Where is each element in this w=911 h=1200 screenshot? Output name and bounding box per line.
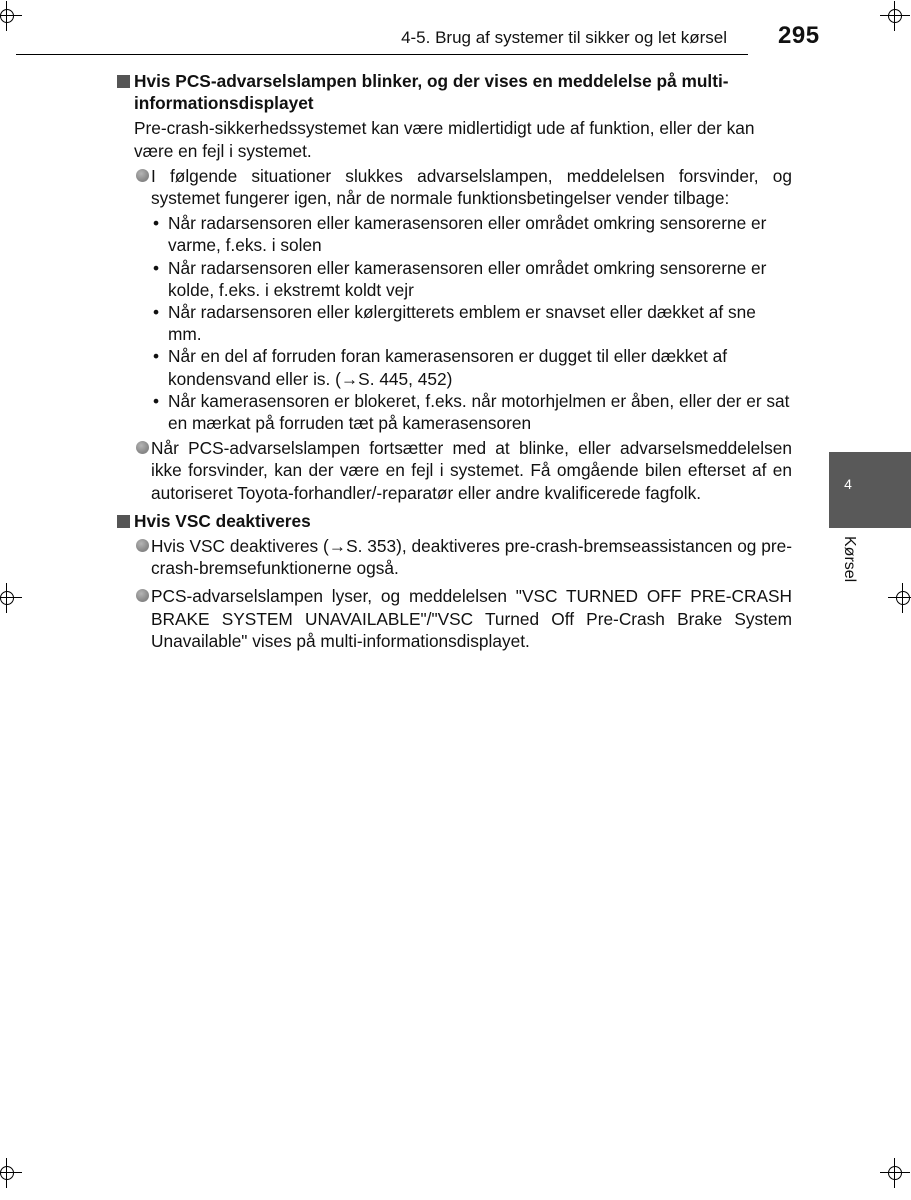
registration-mark-bottom-right (880, 1158, 910, 1188)
registration-mark-middle-right (888, 583, 911, 613)
dot-bullet-icon: • (153, 346, 160, 367)
chapter-tab (829, 452, 911, 528)
square-bullet-icon (117, 75, 130, 88)
page-number: 295 (778, 22, 820, 49)
sub-list-item: • Når radarsensoren eller kølergitterets emblem er snavset eller dækket af sne mm. (153, 302, 756, 345)
chapter-tab-number: 4 (844, 476, 852, 492)
list-item: I følgende situationer slukkes advarselslampen, meddelelsen forsvinder, og systemet fungerer igen, når de normale funktionsbetingelser vender tilbage: (117, 165, 792, 209)
sub-list-item: • Når radarsensoren eller kamerasensoren eller området omkring sensorerne er varme, f.eks. i solen (153, 213, 767, 256)
section-intro: Pre-crash-sikkerhedssystemet kan være midlertidigt ude af funktion, eller der kan være en fejl i systemet. (134, 118, 755, 161)
registration-mark-middle-left (0, 583, 22, 613)
round-bullet-icon (136, 441, 149, 454)
sub-list-item: • Når radarsensoren eller kamerasensoren eller området omkring sensorerne er kolde, f.eks. i ekstremt koldt vejr (153, 257, 767, 300)
header-divider (16, 54, 748, 55)
dot-bullet-icon: • (153, 390, 160, 411)
square-bullet-icon (117, 515, 130, 528)
page-header (0, 22, 911, 56)
chapter-tab-label: Kørsel (841, 536, 858, 583)
list-item: Når PCS-advarselslampen fortsætter med at blinke, eller advarselsmeddelelsen ikke forsvinder, kan der være en fejl i systemet. Få omgående bilen efterset af en autoriseret Toyota-forhandler/-reparatør eller andre kvalificerede fagfolk. (117, 437, 792, 504)
list-item: PCS-advarselslampen lyser, og meddelelsen "VSC TURNED OFF PRE-CRASH BRAKE SYSTEM UNAVAILABLE"/"VSC Turned Off Pre-Crash Brake System Unavailable" vises på multi-informationsdisplayet. (117, 585, 792, 652)
sub-list-item: • Når en del af forruden foran kamerasensoren er dugget til eller dækket af kondensvand eller is. (→S. 445, 452) (153, 346, 728, 389)
dot-bullet-icon: • (153, 302, 160, 323)
sub-list-item: • Når kamerasensoren er blokeret, f.eks. når motorhjelmen er åben, eller der er sat en mærkat på forruden tæt på kamerasensoren (153, 390, 790, 434)
main-content (117, 70, 792, 652)
round-bullet-icon (136, 169, 149, 182)
section-heading: Hvis VSC deaktiveres (117, 510, 792, 532)
section-heading: Hvis PCS-advarselslampen blinker, og der vises en meddelelse på multi-informationsdisplayet (117, 70, 792, 114)
registration-mark-bottom-left (0, 1158, 22, 1188)
dot-bullet-icon: • (153, 257, 160, 278)
chapter-title: 4-5. Brug af systemer til sikker og let kørsel (401, 28, 727, 47)
round-bullet-icon (136, 589, 149, 602)
list-item: Hvis VSC deaktiveres (→S. 353), deaktiveres pre-crash-bremseassistancen og pre-crash-bremsefunktionerne også. (117, 535, 792, 579)
dot-bullet-icon: • (153, 213, 160, 234)
round-bullet-icon (136, 539, 149, 552)
